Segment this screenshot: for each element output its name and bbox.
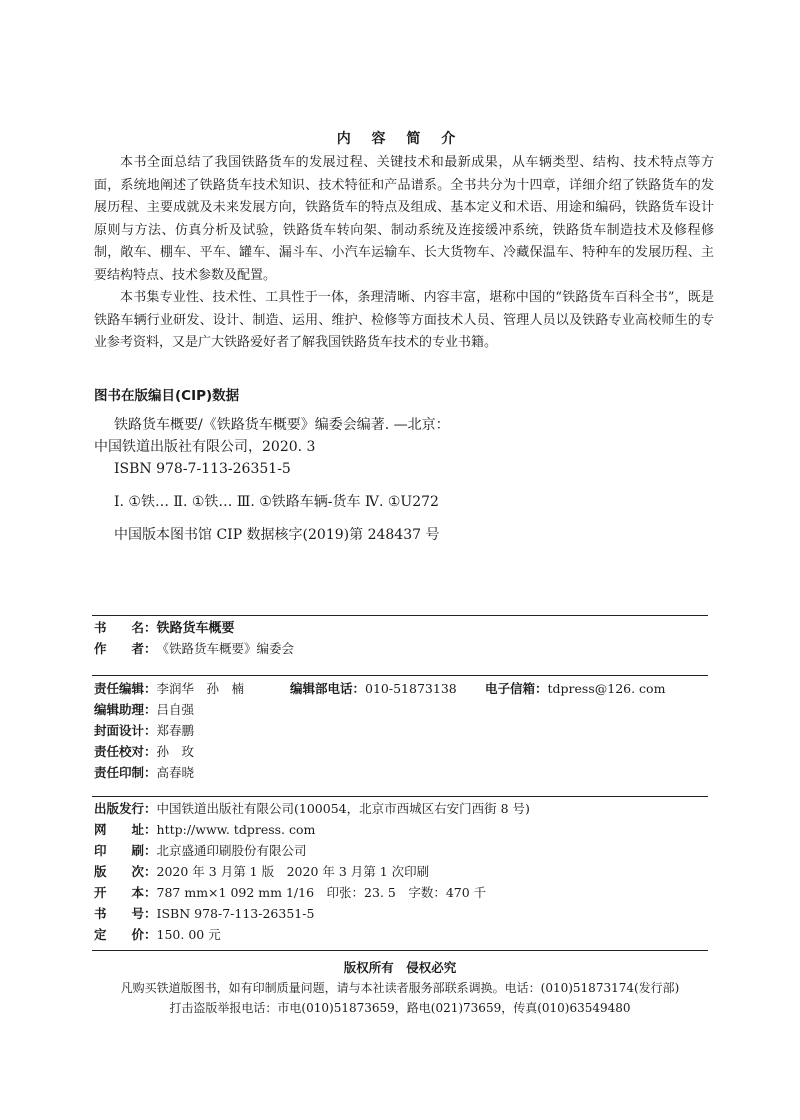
book-author-value: 《铁路货车概要》编委会 bbox=[156, 641, 295, 656]
cover-design-label: 封面设计： bbox=[94, 723, 157, 738]
summary-paragraph-1: 本书全面总结了我国铁路货车的发展过程、关键技术和最新成果，从车辆类型、结构、技术特点等方面，系统地阐述了铁路货车技术知识、技术特征和产品谱系。全书共分为十四章，详细介绍了铁路货车的发展历程、主要成就及未来发展方向，铁路货车的特点及组成、基本定义和术语、用途和编码，铁路货车设计原则与方法、仿真分析及试验，铁路货车转向架、制动系统及连接缓冲系统，铁路货车制造技术及修程修制，敞车、棚车、平车、罐车、漏斗车、小汽车运输车、长大货物车、冷藏保温车、特种车的发展历程、主要结构特点、技术参数及配置。 bbox=[94, 155, 714, 283]
summary-paragraph-2: 本书集专业性、技术性、工具性于一体，条理清晰、内容丰富，堪称中国的“铁路货车百科全书”，既是铁路车辆行业研发、设计、制造、运用、维护、检修等方面技术人员、管理人员以及铁路专业高校师生的专业参考资料，又是广大铁路爱好者了解我国铁路货车技术的专业书籍。 bbox=[94, 290, 714, 350]
book-title-value: 铁路货车概要 bbox=[156, 621, 235, 636]
printer-value: 北京盛通印刷股份有限公司 bbox=[156, 843, 307, 858]
print-supervisor-value: 高春晓 bbox=[156, 765, 195, 780]
isbn-row bbox=[94, 905, 314, 923]
format-row bbox=[94, 884, 486, 902]
editor-value: 李润华 孙 楠 bbox=[156, 681, 245, 696]
cip-classification: Ⅰ. ①铁… Ⅱ. ①铁… Ⅲ. ①铁路车辆-货车 Ⅳ. ①U272 bbox=[114, 494, 439, 510]
website-row bbox=[94, 821, 315, 839]
book-title-label: 书 名： bbox=[94, 620, 157, 635]
website-value: http://www. tdpress. com bbox=[156, 822, 316, 837]
format-label: 开 本： bbox=[94, 885, 157, 900]
divider bbox=[92, 796, 708, 797]
isbn-label: 书 号： bbox=[94, 906, 157, 921]
dept-phone-label: 编辑部电话： bbox=[290, 681, 366, 696]
cover-design-row bbox=[94, 722, 194, 740]
price-row bbox=[94, 926, 221, 944]
assistant-value: 吕自强 bbox=[156, 702, 195, 717]
price-label: 定 价： bbox=[94, 927, 157, 942]
cover-design-value: 郑春鹏 bbox=[156, 723, 195, 738]
print-supervisor-label: 责任印制： bbox=[94, 765, 157, 780]
dept-phone-row bbox=[290, 680, 457, 698]
price-value: 150. 00 元 bbox=[156, 927, 221, 942]
proofreader-value: 孙 玫 bbox=[156, 744, 195, 759]
print-supervisor-row bbox=[94, 764, 194, 782]
book-author-row bbox=[94, 640, 294, 658]
editor-label: 责任编辑： bbox=[94, 681, 157, 696]
publisher-label: 出版发行： bbox=[94, 801, 157, 816]
cip-heading: 图书在版编目(CIP)数据 bbox=[94, 388, 240, 404]
printer-row bbox=[94, 842, 307, 860]
isbn-value: ISBN 978-7-113-26351-5 bbox=[156, 906, 315, 921]
printer-label: 印 刷： bbox=[94, 843, 157, 858]
piracy-report-line: 打击盗版举报电话：市电(010)51873659，路电(021)73659，传真(010)63549480 bbox=[169, 1001, 631, 1015]
email-value: tdpress@126. com bbox=[547, 681, 666, 696]
edition-row bbox=[94, 863, 429, 881]
email-label: 电子信箱： bbox=[485, 681, 548, 696]
cip-line-2: 中国铁道出版社有限公司，2020. 3 bbox=[94, 439, 316, 455]
book-title-row bbox=[94, 619, 235, 638]
assistant-label: 编辑助理： bbox=[94, 702, 157, 717]
divider bbox=[92, 950, 708, 951]
editor-row bbox=[94, 680, 244, 698]
divider bbox=[92, 615, 708, 616]
edition-label: 版 次： bbox=[94, 864, 157, 879]
proofreader-row bbox=[94, 743, 194, 761]
cip-isbn: ISBN 978-7-113-26351-5 bbox=[114, 461, 291, 477]
cip-line-1: 铁路货车概要/《铁路货车概要》编委会编著. —北京： bbox=[114, 417, 450, 433]
proofreader-label: 责任校对： bbox=[94, 744, 157, 759]
summary-body bbox=[94, 152, 714, 355]
cip-record-number: 中国版本图书馆 CIP 数据核字(2019)第 248437 号 bbox=[114, 527, 440, 543]
copyright-notice: 凡购买铁道版图书，如有印制质量问题，请与本社读者服务部联系调换。电话：(010)51873174(发行部) bbox=[120, 981, 680, 995]
format-value: 787 mm×1 092 mm 1/16 印张：23. 5 字数：470 千 bbox=[156, 885, 487, 900]
assistant-row bbox=[94, 701, 194, 719]
summary-title: 内 容 简 介 bbox=[336, 131, 464, 147]
book-author-label: 作 者： bbox=[94, 641, 157, 656]
email-row bbox=[485, 680, 665, 698]
edition-value: 2020 年 3 月第 1 版 2020 年 3 月第 1 次印刷 bbox=[156, 864, 430, 879]
dept-phone-value: 010-51873138 bbox=[365, 681, 457, 696]
copyright-heading: 版权所有 侵权必究 bbox=[343, 960, 457, 975]
divider bbox=[92, 675, 708, 676]
website-label: 网 址： bbox=[94, 822, 157, 837]
publisher-value: 中国铁道出版社有限公司(100054，北京市西城区右安门西街 8 号) bbox=[156, 801, 530, 816]
publisher-row bbox=[94, 800, 530, 818]
